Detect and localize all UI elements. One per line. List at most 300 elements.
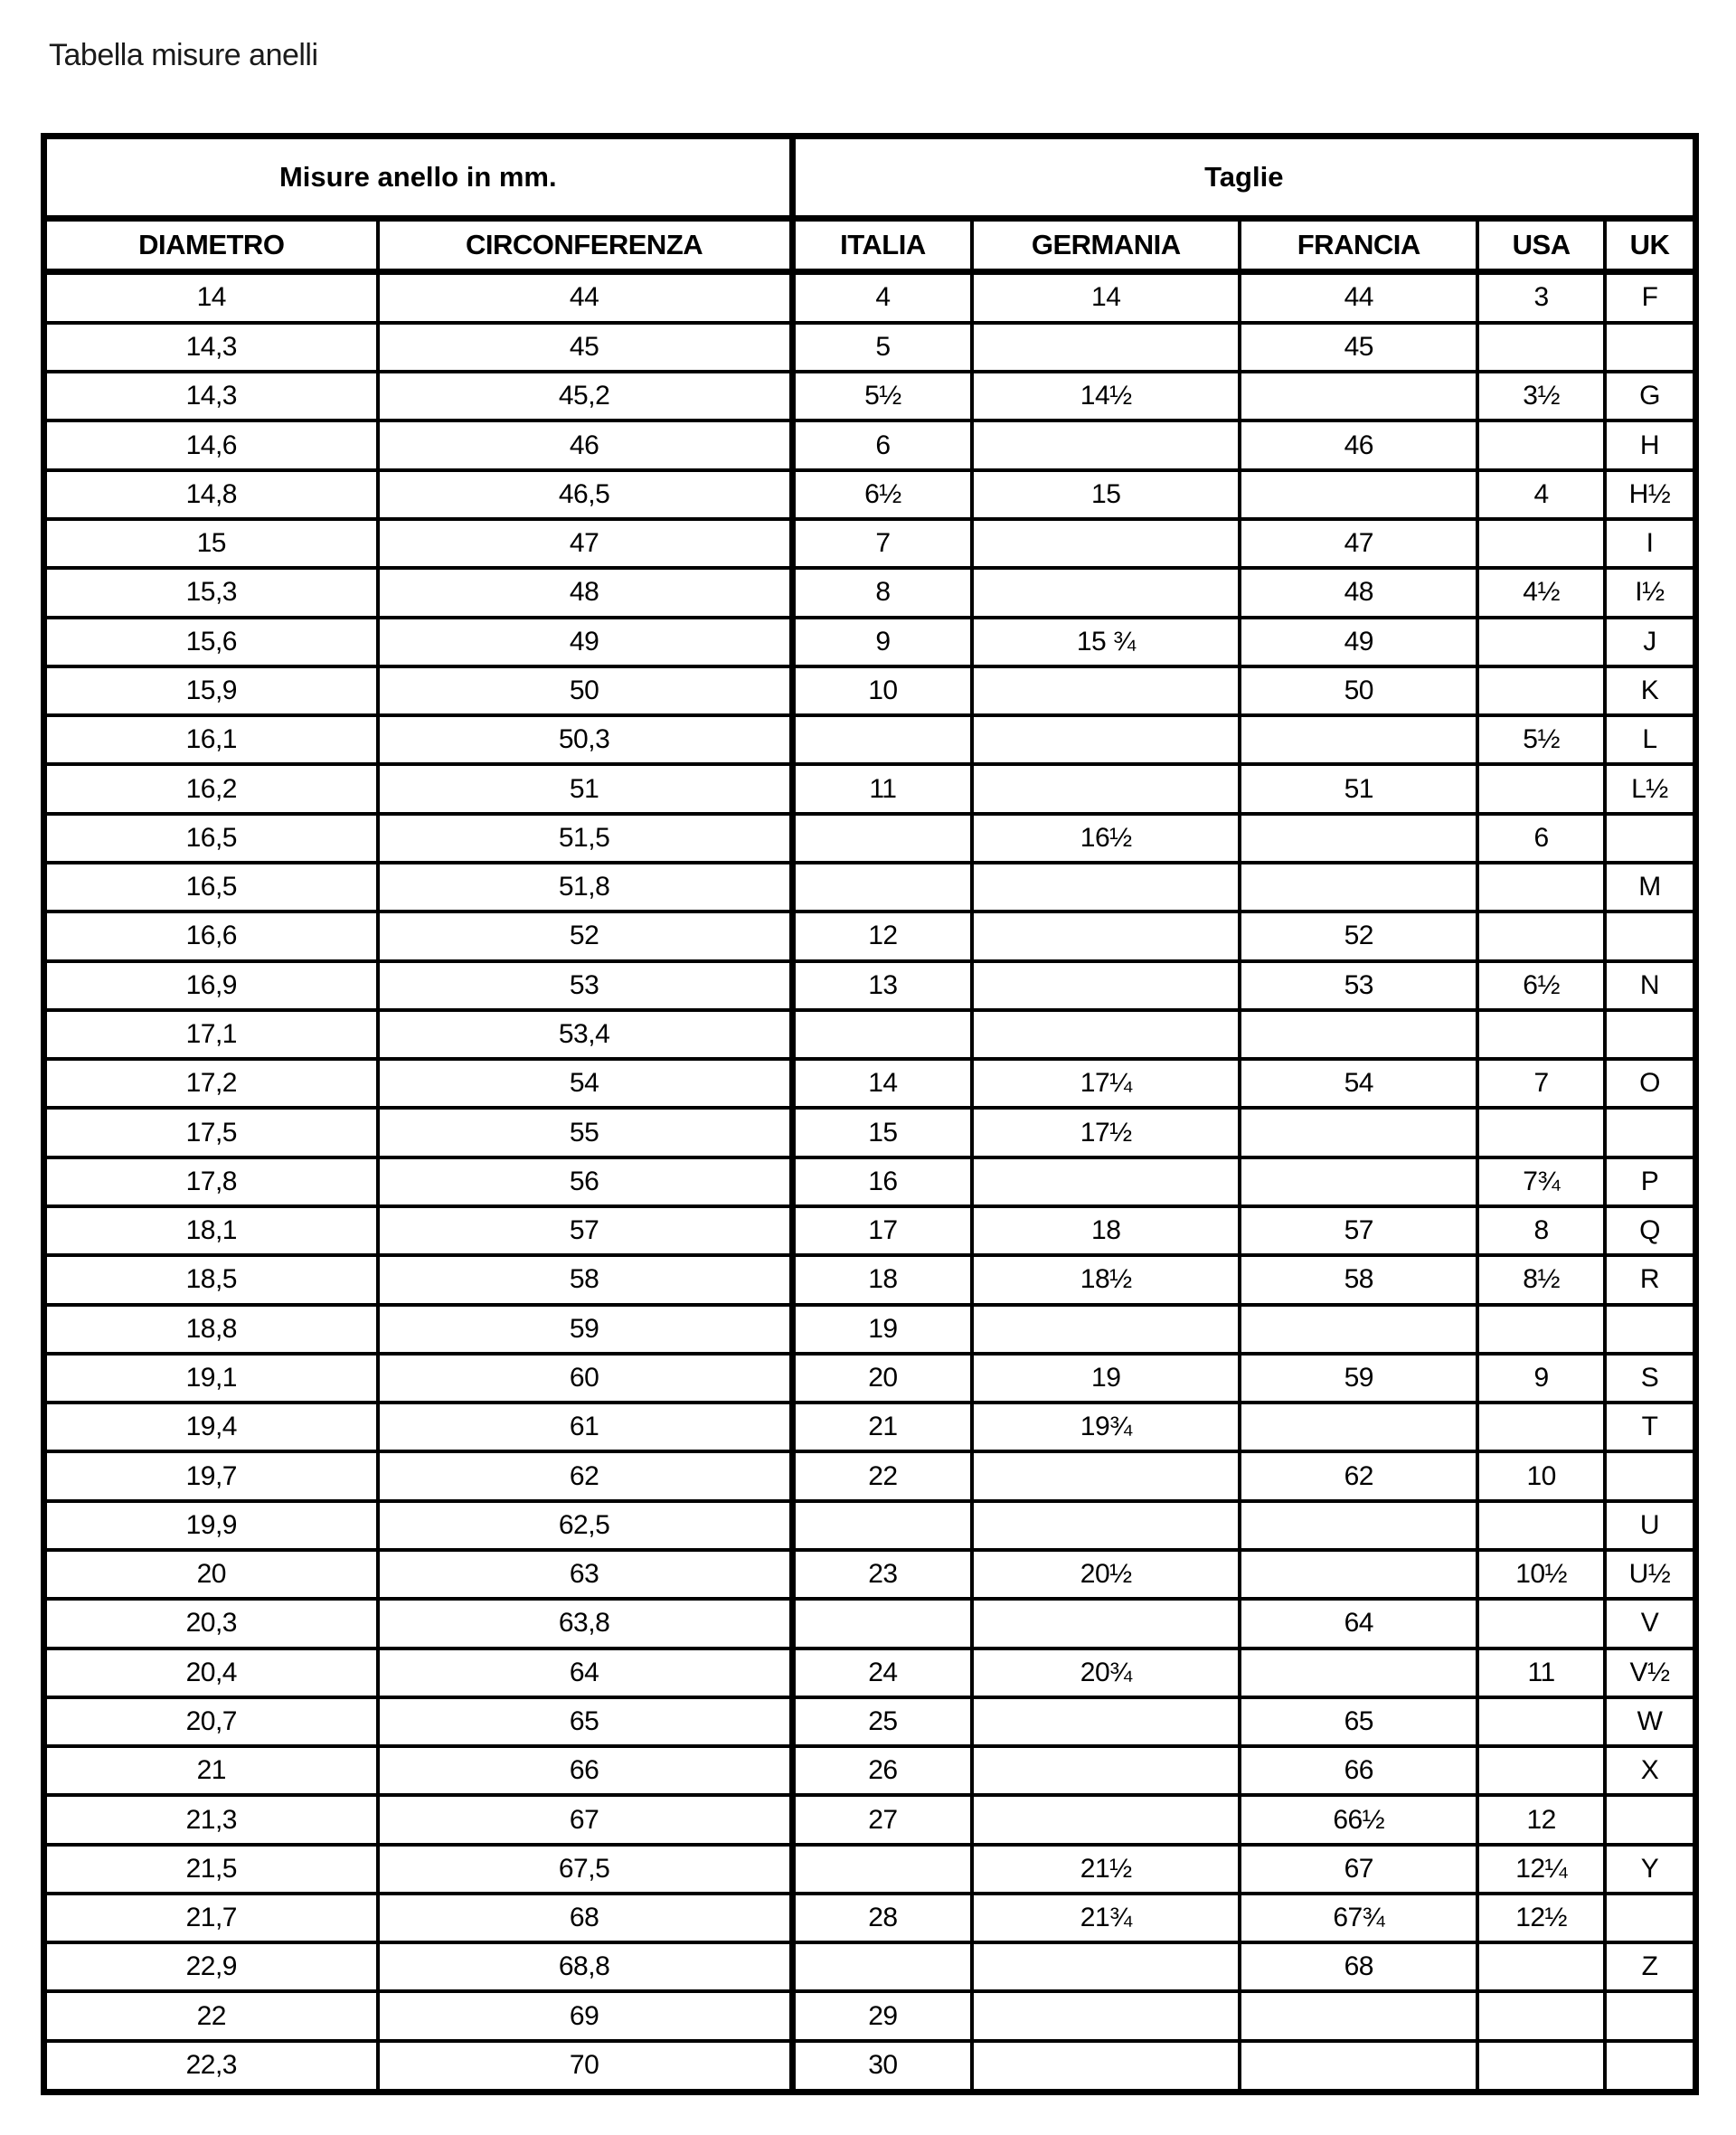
cell-italia: 4: [792, 272, 972, 323]
cell-francia: [1240, 715, 1477, 764]
cell-circonferenza: 48: [378, 568, 793, 617]
group-header-measures: Misure anello in mm.: [44, 137, 793, 219]
cell-circonferenza: 67,5: [378, 1845, 793, 1894]
table-row: [44, 715, 1696, 764]
table-row: [44, 1206, 1696, 1255]
cell-diametro: 19,9: [44, 1501, 378, 1550]
cell-diametro: 19,4: [44, 1403, 378, 1451]
cell-uk: G: [1605, 372, 1696, 420]
cell-diametro: 21,5: [44, 1845, 378, 1894]
cell-circonferenza: 54: [378, 1059, 793, 1108]
cell-italia: [792, 715, 972, 764]
cell-italia: [792, 863, 972, 912]
cell-diametro: 18,1: [44, 1206, 378, 1255]
cell-germania: 19: [972, 1354, 1240, 1403]
cell-uk: I½: [1605, 568, 1696, 617]
cell-diametro: 17,8: [44, 1157, 378, 1206]
cell-uk: N: [1605, 961, 1696, 1010]
cell-italia: 14: [792, 1059, 972, 1108]
cell-italia: 12: [792, 912, 972, 960]
cell-francia: [1240, 470, 1477, 519]
cell-germania: 18½: [972, 1255, 1240, 1304]
cell-circonferenza: 60: [378, 1354, 793, 1403]
cell-usa: 4: [1477, 470, 1605, 519]
cell-uk: L½: [1605, 764, 1696, 813]
cell-uk: U½: [1605, 1550, 1696, 1599]
cell-uk: [1605, 1991, 1696, 2040]
cell-uk: X: [1605, 1746, 1696, 1795]
cell-francia: 57: [1240, 1206, 1477, 1255]
cell-usa: 8½: [1477, 1255, 1605, 1304]
cell-italia: 8: [792, 568, 972, 617]
table-row: [44, 1942, 1696, 1991]
cell-italia: [792, 1845, 972, 1894]
table-header: [44, 137, 1696, 272]
cell-uk: P: [1605, 1157, 1696, 1206]
cell-italia: 21: [792, 1403, 972, 1451]
cell-germania: [972, 2041, 1240, 2092]
cell-germania: 21½: [972, 1845, 1240, 1894]
cell-circonferenza: 55: [378, 1108, 793, 1157]
table-row: [44, 764, 1696, 813]
cell-italia: 5: [792, 323, 972, 372]
ring-size-table: [41, 133, 1699, 2095]
group-header-row: [44, 137, 1696, 219]
cell-diametro: 14: [44, 272, 378, 323]
table-row: [44, 1403, 1696, 1451]
cell-germania: [972, 764, 1240, 813]
cell-uk: M: [1605, 863, 1696, 912]
cell-circonferenza: 63,8: [378, 1599, 793, 1648]
cell-circonferenza: 57: [378, 1206, 793, 1255]
table-row: [44, 1010, 1696, 1059]
table-row: [44, 1501, 1696, 1550]
cell-germania: [972, 1157, 1240, 1206]
table-row: [44, 1305, 1696, 1354]
cell-italia: 25: [792, 1697, 972, 1746]
table-row: [44, 1108, 1696, 1157]
cell-germania: [972, 912, 1240, 960]
cell-usa: [1477, 618, 1605, 666]
page-title: Tabella misure anelli: [49, 38, 318, 72]
cell-circonferenza: 69: [378, 1991, 793, 2040]
cell-usa: 11: [1477, 1648, 1605, 1697]
cell-circonferenza: 51,5: [378, 814, 793, 863]
cell-diametro: 16,5: [44, 814, 378, 863]
col-header-germania: GERMANIA: [972, 219, 1240, 272]
cell-circonferenza: 45,2: [378, 372, 793, 420]
cell-germania: 19¾: [972, 1403, 1240, 1451]
cell-francia: 59: [1240, 1354, 1477, 1403]
cell-usa: [1477, 1010, 1605, 1059]
cell-diametro: 15,3: [44, 568, 378, 617]
cell-diametro: 14,6: [44, 420, 378, 469]
cell-uk: S: [1605, 1354, 1696, 1403]
cell-italia: 13: [792, 961, 972, 1010]
cell-diametro: 17,1: [44, 1010, 378, 1059]
table-row: [44, 519, 1696, 568]
cell-uk: H: [1605, 420, 1696, 469]
cell-diametro: 17,2: [44, 1059, 378, 1108]
cell-germania: [972, 1795, 1240, 1844]
cell-italia: 27: [792, 1795, 972, 1844]
cell-francia: 58: [1240, 1255, 1477, 1304]
table-row: [44, 912, 1696, 960]
cell-francia: [1240, 1501, 1477, 1550]
cell-diametro: 19,1: [44, 1354, 378, 1403]
cell-diametro: 14,3: [44, 323, 378, 372]
table-row: [44, 470, 1696, 519]
cell-diametro: 16,1: [44, 715, 378, 764]
cell-italia: 24: [792, 1648, 972, 1697]
cell-usa: [1477, 1501, 1605, 1550]
cell-uk: V: [1605, 1599, 1696, 1648]
cell-diametro: 16,9: [44, 961, 378, 1010]
cell-italia: 10: [792, 666, 972, 715]
cell-circonferenza: 59: [378, 1305, 793, 1354]
cell-germania: [972, 568, 1240, 617]
cell-uk: [1605, 1451, 1696, 1500]
cell-usa: [1477, 863, 1605, 912]
cell-usa: [1477, 1403, 1605, 1451]
cell-germania: 17¼: [972, 1059, 1240, 1108]
table-row: [44, 666, 1696, 715]
table-row: [44, 420, 1696, 469]
cell-uk: H½: [1605, 470, 1696, 519]
cell-italia: 18: [792, 1255, 972, 1304]
cell-germania: [972, 323, 1240, 372]
cell-diametro: 21,7: [44, 1894, 378, 1942]
cell-italia: 15: [792, 1108, 972, 1157]
cell-francia: 67¾: [1240, 1894, 1477, 1942]
cell-uk: [1605, 1010, 1696, 1059]
cell-usa: 10½: [1477, 1550, 1605, 1599]
cell-francia: [1240, 863, 1477, 912]
cell-diametro: 21: [44, 1746, 378, 1795]
table-body: [44, 272, 1696, 2092]
table-row: [44, 1894, 1696, 1942]
cell-italia: [792, 1501, 972, 1550]
cell-diametro: 19,7: [44, 1451, 378, 1500]
cell-italia: 29: [792, 1991, 972, 2040]
cell-francia: 65: [1240, 1697, 1477, 1746]
cell-circonferenza: 68,8: [378, 1942, 793, 1991]
cell-francia: [1240, 1648, 1477, 1697]
cell-italia: 11: [792, 764, 972, 813]
table-row: [44, 1845, 1696, 1894]
cell-uk: K: [1605, 666, 1696, 715]
cell-circonferenza: 45: [378, 323, 793, 372]
cell-uk: [1605, 1795, 1696, 1844]
cell-usa: 12: [1477, 1795, 1605, 1844]
cell-circonferenza: 44: [378, 272, 793, 323]
cell-circonferenza: 62,5: [378, 1501, 793, 1550]
cell-usa: 12¼: [1477, 1845, 1605, 1894]
cell-uk: [1605, 1108, 1696, 1157]
cell-germania: 21¾: [972, 1894, 1240, 1942]
cell-germania: 15 ¾: [972, 618, 1240, 666]
cell-francia: 51: [1240, 764, 1477, 813]
cell-francia: [1240, 1991, 1477, 2040]
cell-diametro: 14,3: [44, 372, 378, 420]
cell-germania: [972, 1942, 1240, 1991]
cell-francia: [1240, 372, 1477, 420]
cell-diametro: 21,3: [44, 1795, 378, 1844]
cell-germania: 14½: [972, 372, 1240, 420]
cell-francia: 46: [1240, 420, 1477, 469]
cell-francia: 68: [1240, 1942, 1477, 1991]
cell-italia: [792, 814, 972, 863]
cell-usa: [1477, 912, 1605, 960]
cell-germania: [972, 1746, 1240, 1795]
cell-italia: 6½: [792, 470, 972, 519]
cell-diametro: 20,7: [44, 1697, 378, 1746]
cell-diametro: 22,3: [44, 2041, 378, 2092]
col-header-usa: USA: [1477, 219, 1605, 272]
table-row: [44, 1451, 1696, 1500]
cell-diametro: 20,4: [44, 1648, 378, 1697]
cell-diametro: 22: [44, 1991, 378, 2040]
cell-germania: 20½: [972, 1550, 1240, 1599]
cell-diametro: 20: [44, 1550, 378, 1599]
cell-francia: 64: [1240, 1599, 1477, 1648]
cell-francia: [1240, 1108, 1477, 1157]
cell-francia: [1240, 1305, 1477, 1354]
cell-usa: 3½: [1477, 372, 1605, 420]
cell-germania: 17½: [972, 1108, 1240, 1157]
cell-germania: 20¾: [972, 1648, 1240, 1697]
cell-circonferenza: 47: [378, 519, 793, 568]
cell-diametro: 16,2: [44, 764, 378, 813]
cell-usa: 8: [1477, 1206, 1605, 1255]
cell-italia: 26: [792, 1746, 972, 1795]
cell-italia: [792, 1599, 972, 1648]
cell-circonferenza: 53,4: [378, 1010, 793, 1059]
cell-circonferenza: 52: [378, 912, 793, 960]
cell-uk: [1605, 912, 1696, 960]
cell-italia: 30: [792, 2041, 972, 2092]
cell-diametro: 16,6: [44, 912, 378, 960]
cell-circonferenza: 56: [378, 1157, 793, 1206]
cell-usa: 5½: [1477, 715, 1605, 764]
cell-francia: 53: [1240, 961, 1477, 1010]
table-row: [44, 1795, 1696, 1844]
col-header-circonferenza: CIRCONFERENZA: [378, 219, 793, 272]
cell-francia: 50: [1240, 666, 1477, 715]
cell-circonferenza: 68: [378, 1894, 793, 1942]
cell-usa: [1477, 1746, 1605, 1795]
group-header-sizes: Taglie: [792, 137, 1695, 219]
cell-uk: [1605, 2041, 1696, 2092]
cell-usa: 7¾: [1477, 1157, 1605, 1206]
cell-francia: 66½: [1240, 1795, 1477, 1844]
cell-circonferenza: 51: [378, 764, 793, 813]
cell-uk: V½: [1605, 1648, 1696, 1697]
cell-francia: [1240, 814, 1477, 863]
cell-circonferenza: 50,3: [378, 715, 793, 764]
cell-diametro: 18,8: [44, 1305, 378, 1354]
cell-usa: [1477, 1599, 1605, 1648]
cell-germania: [972, 1010, 1240, 1059]
cell-usa: 10: [1477, 1451, 1605, 1500]
cell-diametro: 16,5: [44, 863, 378, 912]
cell-germania: [972, 715, 1240, 764]
cell-francia: 54: [1240, 1059, 1477, 1108]
table-row: [44, 1991, 1696, 2040]
cell-francia: [1240, 1403, 1477, 1451]
cell-uk: I: [1605, 519, 1696, 568]
cell-germania: 15: [972, 470, 1240, 519]
cell-usa: [1477, 2041, 1605, 2092]
cell-circonferenza: 53: [378, 961, 793, 1010]
cell-italia: 28: [792, 1894, 972, 1942]
col-header-francia: FRANCIA: [1240, 219, 1477, 272]
cell-usa: [1477, 764, 1605, 813]
column-header-row: [44, 219, 1696, 272]
cell-italia: 9: [792, 618, 972, 666]
cell-usa: 4½: [1477, 568, 1605, 617]
cell-circonferenza: 49: [378, 618, 793, 666]
cell-uk: J: [1605, 618, 1696, 666]
cell-francia: 45: [1240, 323, 1477, 372]
cell-germania: [972, 961, 1240, 1010]
cell-italia: [792, 1010, 972, 1059]
cell-diametro: 15,6: [44, 618, 378, 666]
cell-germania: [972, 420, 1240, 469]
cell-usa: 6: [1477, 814, 1605, 863]
cell-uk: Y: [1605, 1845, 1696, 1894]
cell-diametro: 17,5: [44, 1108, 378, 1157]
cell-uk: W: [1605, 1697, 1696, 1746]
cell-francia: [1240, 1010, 1477, 1059]
cell-germania: [972, 863, 1240, 912]
cell-uk: Z: [1605, 1942, 1696, 1991]
table-row: [44, 272, 1696, 323]
table-row: [44, 863, 1696, 912]
cell-francia: 62: [1240, 1451, 1477, 1500]
table-row: [44, 814, 1696, 863]
cell-francia: [1240, 1157, 1477, 1206]
cell-italia: 7: [792, 519, 972, 568]
col-header-uk: UK: [1605, 219, 1696, 272]
cell-usa: [1477, 1991, 1605, 2040]
table-row: [44, 323, 1696, 372]
table-row: [44, 1697, 1696, 1746]
cell-circonferenza: 46,5: [378, 470, 793, 519]
cell-germania: [972, 1599, 1240, 1648]
cell-usa: 12½: [1477, 1894, 1605, 1942]
cell-germania: [972, 519, 1240, 568]
cell-circonferenza: 51,8: [378, 863, 793, 912]
cell-francia: 66: [1240, 1746, 1477, 1795]
table-row: [44, 1648, 1696, 1697]
cell-germania: [972, 1305, 1240, 1354]
table-row: [44, 1599, 1696, 1648]
table-row: [44, 1746, 1696, 1795]
cell-uk: [1605, 1305, 1696, 1354]
cell-circonferenza: 66: [378, 1746, 793, 1795]
cell-usa: 9: [1477, 1354, 1605, 1403]
cell-usa: 3: [1477, 272, 1605, 323]
cell-italia: 22: [792, 1451, 972, 1500]
cell-italia: 5½: [792, 372, 972, 420]
cell-usa: [1477, 323, 1605, 372]
cell-circonferenza: 65: [378, 1697, 793, 1746]
cell-germania: [972, 666, 1240, 715]
cell-germania: 18: [972, 1206, 1240, 1255]
cell-diametro: 15,9: [44, 666, 378, 715]
cell-germania: 14: [972, 272, 1240, 323]
cell-italia: 6: [792, 420, 972, 469]
cell-italia: [792, 1942, 972, 1991]
cell-germania: 16½: [972, 814, 1240, 863]
cell-circonferenza: 63: [378, 1550, 793, 1599]
table-row: [44, 568, 1696, 617]
cell-uk: [1605, 323, 1696, 372]
col-header-italia: ITALIA: [792, 219, 972, 272]
cell-diametro: 20,3: [44, 1599, 378, 1648]
cell-francia: 52: [1240, 912, 1477, 960]
cell-uk: T: [1605, 1403, 1696, 1451]
cell-francia: 47: [1240, 519, 1477, 568]
cell-germania: [972, 1697, 1240, 1746]
cell-circonferenza: 58: [378, 1255, 793, 1304]
cell-circonferenza: 62: [378, 1451, 793, 1500]
cell-francia: 67: [1240, 1845, 1477, 1894]
cell-diametro: 15: [44, 519, 378, 568]
table-row: [44, 2041, 1696, 2092]
cell-uk: U: [1605, 1501, 1696, 1550]
cell-diametro: 14,8: [44, 470, 378, 519]
cell-usa: 7: [1477, 1059, 1605, 1108]
table-row: [44, 1059, 1696, 1108]
cell-usa: [1477, 1697, 1605, 1746]
cell-italia: 23: [792, 1550, 972, 1599]
cell-germania: [972, 1451, 1240, 1500]
cell-italia: 19: [792, 1305, 972, 1354]
cell-usa: [1477, 1305, 1605, 1354]
cell-germania: [972, 1991, 1240, 2040]
table-row: [44, 618, 1696, 666]
cell-italia: 17: [792, 1206, 972, 1255]
cell-diametro: 22,9: [44, 1942, 378, 1991]
table-row: [44, 1255, 1696, 1304]
cell-uk: Q: [1605, 1206, 1696, 1255]
col-header-diametro: DIAMETRO: [44, 219, 378, 272]
table-row: [44, 1550, 1696, 1599]
table-row: [44, 961, 1696, 1010]
cell-circonferenza: 67: [378, 1795, 793, 1844]
cell-usa: [1477, 1108, 1605, 1157]
table-row: [44, 1354, 1696, 1403]
cell-uk: L: [1605, 715, 1696, 764]
table-row: [44, 372, 1696, 420]
cell-uk: [1605, 814, 1696, 863]
cell-usa: [1477, 1942, 1605, 1991]
cell-francia: [1240, 2041, 1477, 2092]
cell-circonferenza: 46: [378, 420, 793, 469]
cell-circonferenza: 61: [378, 1403, 793, 1451]
cell-usa: [1477, 420, 1605, 469]
cell-italia: 16: [792, 1157, 972, 1206]
table-row: [44, 1157, 1696, 1206]
cell-francia: 48: [1240, 568, 1477, 617]
cell-circonferenza: 64: [378, 1648, 793, 1697]
cell-uk: [1605, 1894, 1696, 1942]
cell-usa: 6½: [1477, 961, 1605, 1010]
cell-uk: F: [1605, 272, 1696, 323]
cell-francia: 44: [1240, 272, 1477, 323]
